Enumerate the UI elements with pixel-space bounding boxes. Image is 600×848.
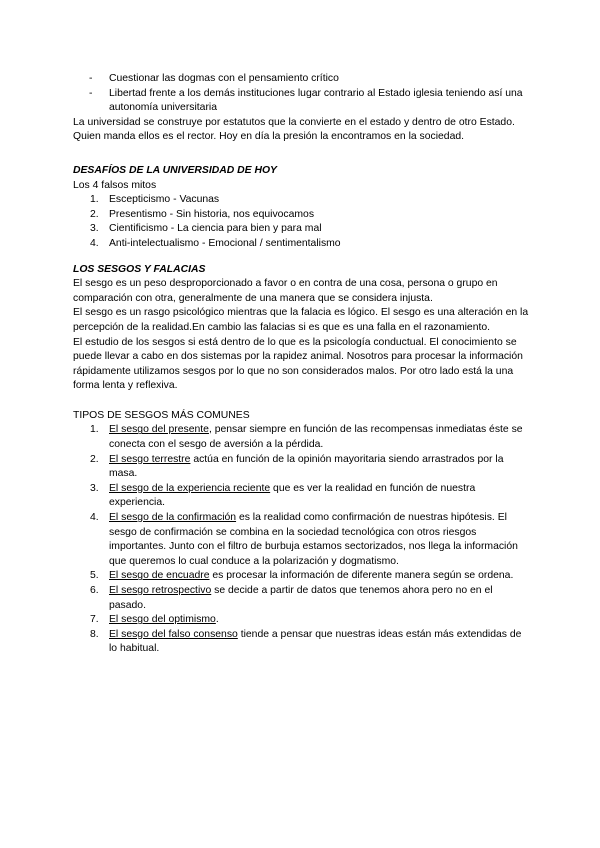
intro-bullet-list	[73, 72, 531, 116]
list-number: 3.	[90, 223, 99, 235]
section-heading-sesgos: LOS SESGOS Y FALACIAS	[73, 263, 206, 275]
bias-description: tiende a pensar que nuestras ideas están más extendidas de lo habitual.	[109, 628, 522, 655]
list-number: 4.	[90, 512, 99, 524]
list-item	[73, 584, 531, 613]
list-number: 1.	[90, 424, 99, 436]
bias-types-list	[73, 423, 531, 657]
bullet-text: Libertad frente a los demás instituciones lugar contrario al Estado iglesia teniendo así una autonomía universitaria	[109, 87, 523, 114]
myth-text: Cientificismo - La ciencia para bien y para mal	[109, 223, 322, 235]
dash-marker: -	[89, 87, 93, 99]
bias-description: que es ver la realidad en función de nuestra experiencia.	[109, 482, 476, 509]
bias-description: se decide a partir de datos que tenemos ahora pero no en el pasado.	[109, 585, 493, 611]
list-item	[73, 222, 531, 237]
list-item	[73, 423, 531, 452]
list-number: 5.	[90, 570, 99, 582]
list-item	[73, 193, 531, 208]
bias-term: El sesgo del falso consenso	[109, 628, 238, 640]
bias-description: , pensar siempre en función de las recompensas inmediatas éste se conecta con el sesgo de aversión a la pérdida.	[109, 424, 523, 451]
bias-description: actúa en función de la opinión mayoritaria siendo arrastrados por la masa.	[109, 453, 504, 480]
list-item	[73, 569, 531, 584]
bias-term: El sesgo retrospectivo	[109, 585, 212, 596]
list-item	[73, 208, 531, 223]
list-item	[73, 453, 531, 482]
list-item	[73, 237, 531, 252]
intro-paragraph: La universidad se construye por estatutos que la convierte en el estado y dentro de otro Estado. Quien manda ellos es el rector. Hoy en día la presión la encontramos en la sociedad.	[73, 116, 515, 143]
list-item	[73, 511, 531, 569]
myth-text: Presentismo - Sin historia, nos equivocamos	[109, 208, 315, 220]
bias-term: El sesgo de encuadre	[109, 570, 210, 582]
bias-term: El sesgo de la experiencia reciente	[109, 482, 271, 494]
dash-marker: -	[89, 73, 93, 84]
myths-list	[73, 193, 531, 251]
list-number: 6.	[90, 585, 99, 596]
bias-description: es la realidad como confirmación de nuestras hipótesis. El sesgo de confirmación se combina en la sociedad tecnológica con otros riesgos importantes. Junto con el filtro de burbuja estamos sectorizados, nos llega la información que queremos lo cual conduce a la polarización y dogmatismo.	[109, 512, 518, 567]
list-number: 3.	[90, 482, 99, 494]
list-number: 2.	[90, 453, 99, 465]
types-title: TIPOS DE SESGOS MÁS COMUNES	[73, 409, 250, 421]
bias-term: El sesgo del presente	[109, 424, 209, 436]
bias-term: El sesgo terrestre	[109, 453, 191, 465]
list-item	[73, 613, 531, 628]
list-item	[73, 87, 531, 116]
list-item	[73, 72, 531, 87]
list-number: 7.	[90, 614, 99, 626]
myths-subtitle: Los 4 falsos mitos	[73, 179, 157, 191]
bias-term: El sesgo del optimismo	[109, 614, 216, 626]
sesgos-paragraph: El sesgo es un rasgo psicológico mientras que la falacia es lógico. El sesgo es una alteración en la percepción de la realidad.En cambio las falacias si es que es una falla en el razonamiento.	[73, 307, 529, 333]
sesgos-paragraph: El sesgo es un peso desproporcionado a favor o en contra de una cosa, persona o grupo en comparación con otra, generalmente de una manera que se considera injusta.	[73, 278, 498, 304]
section-heading-desafios: DESAFÍOS DE LA UNIVERSIDAD DE HOY	[73, 164, 277, 176]
list-number: 1.	[90, 194, 99, 206]
myth-text: Anti-intelectualismo - Emocional / sentimentalismo	[109, 237, 341, 249]
list-number: 2.	[90, 208, 99, 220]
myth-text: Escepticismo - Vacunas	[109, 194, 220, 206]
sesgos-paragraph: El estudio de los sesgos si está dentro de lo que es la psicología conductual. El conocimiento se puede llevar a cabo en dos sistemas por la rapidez animal. Nosotros para procesar la información rápidamente utilizamos sesgos por lo que no son considerados malos. Por otro lado está la una forma lenta y reflexiva.	[73, 336, 523, 392]
list-item	[73, 628, 531, 657]
bias-description: es procesar la información de diferente manera según se ordena.	[209, 570, 514, 582]
list-number: 8.	[90, 628, 99, 640]
bias-term: El sesgo de la confirmación	[109, 512, 237, 524]
bias-description: .	[215, 614, 219, 626]
list-number: 4.	[90, 237, 99, 249]
document-content	[73, 72, 531, 657]
bullet-text: Cuestionar las dogmas con el pensamiento crítico	[109, 73, 339, 84]
list-item	[73, 482, 531, 511]
